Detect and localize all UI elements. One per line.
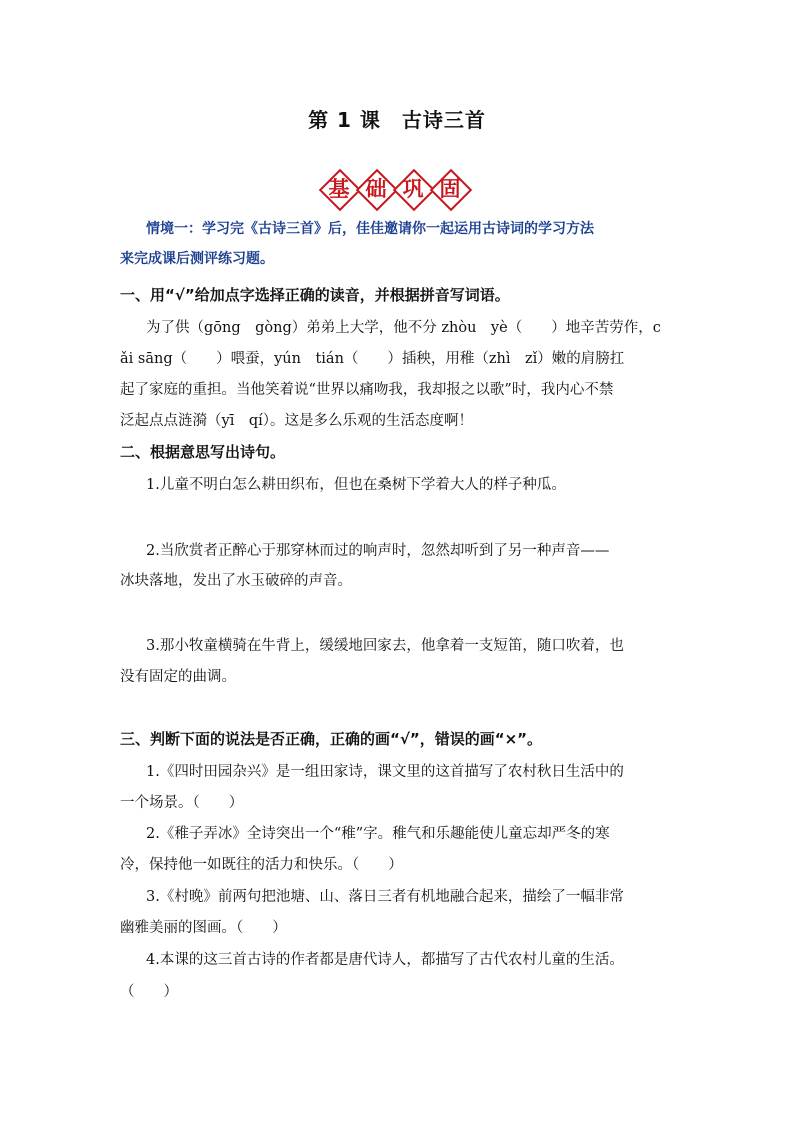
section-3-heading: 三、判断下面的说法是否正确，正确的画“√”，错误的画“×”。 [120, 730, 543, 748]
section-2-question-2-cont: 冰块落地，发出了水玉破碎的声音。 [120, 573, 352, 589]
section-1-line: ǎi sāng（ ）喂蚕，yún tián（ ）插秧，用稚（zhì zǐ）嫩的肩膀扛 [120, 351, 625, 367]
section-badge [322, 172, 467, 206]
section-3-question-3: 3.《村晚》前两句把池塘、山、落日三者有机地融合起来，描绘了一幅非常 [146, 889, 624, 905]
section-1-line: 为了供（gōng gòng）弟弟上大学，他不分 zhòu yè（ ）地辛苦劳作，c [146, 320, 661, 336]
badge-char: 巩 [396, 172, 430, 206]
scene-intro-line-2: 来完成课后测评练习题。 [120, 251, 274, 267]
section-2-heading: 二、根据意思写出诗句。 [120, 443, 286, 461]
section-3-question-1-cont: 一个场景。（ ） [120, 795, 244, 811]
section-2-question-2: 2.当欣赏者正醉心于那穿林而过的响声时，忽然却听到了另一种声音—— [146, 543, 610, 559]
section-3-question-1: 1.《四时田园杂兴》是一组田家诗，课文里的这首描写了农村秋日生活中的 [146, 764, 624, 780]
section-1-line: 泛起点点涟漪（yī qí）。这是多么乐观的生活态度啊！ [120, 413, 473, 429]
badge-char: 基 [322, 172, 356, 206]
section-3-question-4-cont: （ ） [120, 984, 178, 1000]
section-1-heading: 一、用“√”给加点字选择正确的读音，并根据拼音写词语。 [120, 286, 510, 304]
scene-intro-line-1: 情境一：学习完《古诗三首》后，佳佳邀请你一起运用古诗词的学习方法 [146, 221, 594, 237]
section-3-question-3-cont: 幽雅美丽的图画。（ ） [120, 920, 287, 936]
section-2-question-1: 1.儿童不明白怎么耕田织布，但也在桑树下学着大人的样子种瓜。 [146, 477, 566, 493]
section-1-line: 起了家庭的重担。当他笑着说“世界以痛吻我，我却报之以歌”时，我内心不禁 [120, 382, 614, 398]
badge-char: 固 [433, 172, 467, 206]
section-2-question-3: 3.那小牧童横骑在牛背上，缓缓地回家去，他拿着一支短笛，随口吹着，也 [146, 638, 624, 654]
section-3-question-2: 2.《稚子弄冰》全诗突出一个“稚”字。稚气和乐趣能使儿童忘却严冬的寒 [146, 826, 610, 842]
badge-char: 础 [359, 172, 393, 206]
section-2-question-3-cont: 没有固定的曲调。 [120, 669, 236, 685]
page-title: 第 1 课 古诗三首 [308, 108, 486, 132]
section-3-question-4: 4.本课的这三首古诗的作者都是唐代诗人，都描写了古代农村儿童的生活。 [146, 952, 624, 968]
section-3-question-2-cont: 冷，保持他一如既往的活力和快乐。（ ） [120, 857, 403, 873]
